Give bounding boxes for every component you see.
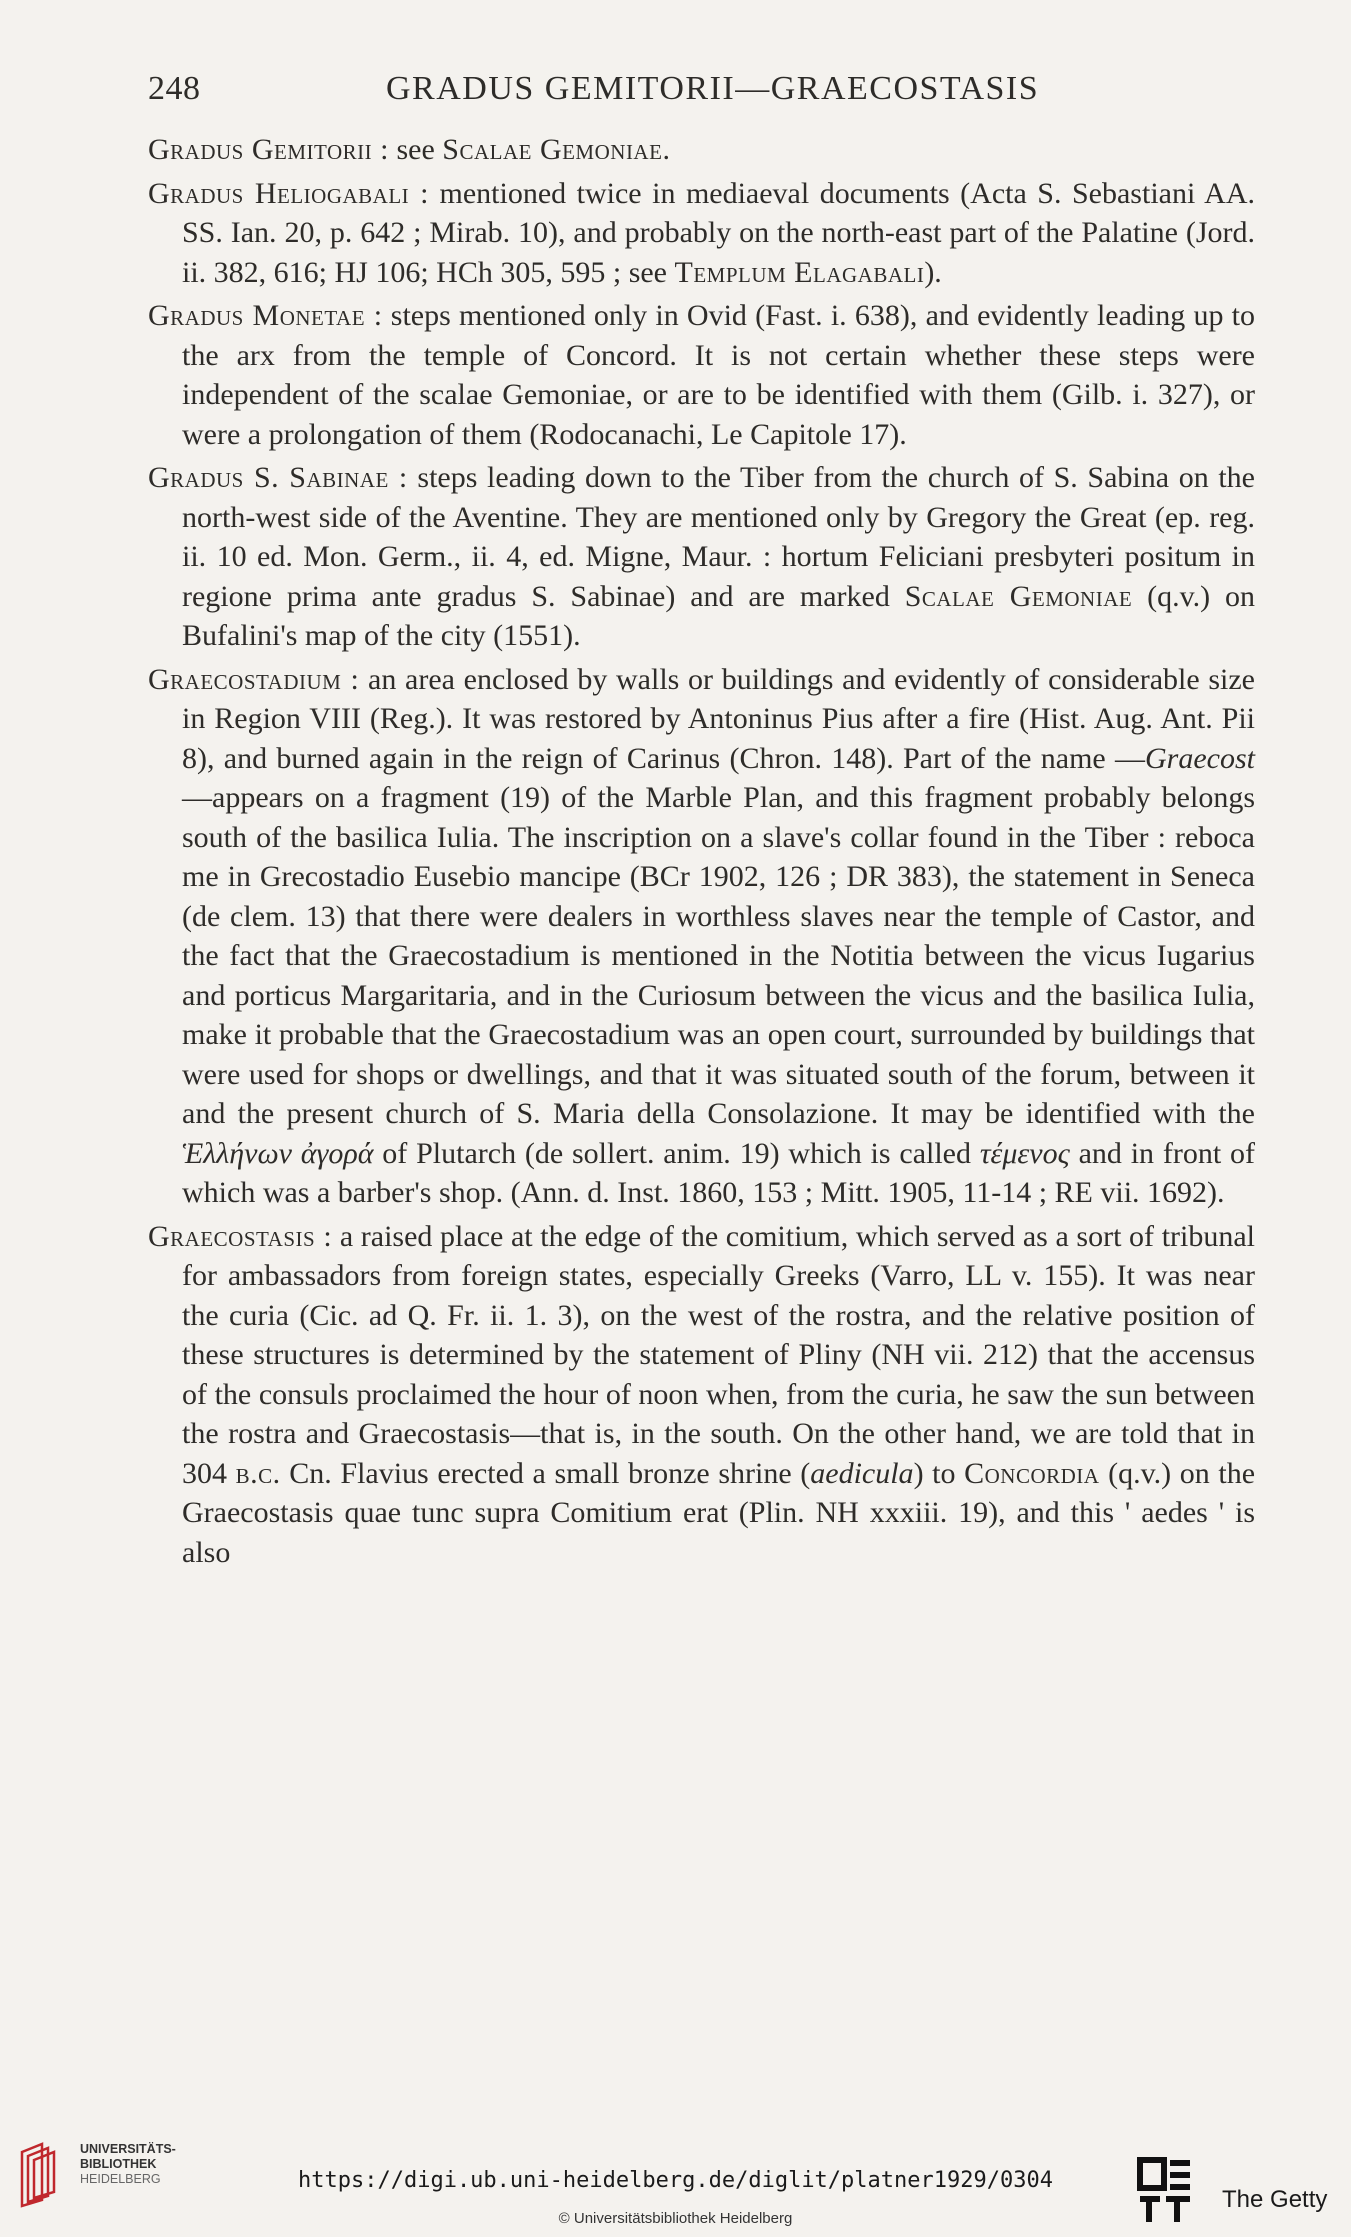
library-name: UNIVERSITÄTS- BIBLIOTHEK HEIDELBERG xyxy=(80,2142,176,2186)
entry-text: ) to xyxy=(913,1456,965,1490)
entry-headword: Gradus Monetae : xyxy=(148,299,383,332)
cross-reference: Scalae Gemoniae xyxy=(442,133,663,166)
cross-reference: Templum Elagabali xyxy=(674,255,925,289)
entry-headword: Gradus S. Sabinae : xyxy=(148,461,408,494)
entry-text: and in front of which was a barber's shop. (Ann. d. Inst. 1860, 153 ; Mitt. 1905, 11-14 ; RE vii. 1692). xyxy=(182,1136,1255,1209)
italic-term: τέμενος xyxy=(979,1136,1070,1170)
running-title: GRADUS GEMITORII—GRAECOSTASIS xyxy=(386,70,1040,107)
footer-bar xyxy=(0,2120,1351,2237)
entry-text: see xyxy=(388,133,443,166)
copyright-notice: © Universitätsbibliothek Heidelberg xyxy=(558,2210,793,2227)
entry xyxy=(148,1217,1255,1573)
entry-text: ). xyxy=(924,255,942,289)
italic-term: aedicula xyxy=(810,1456,914,1490)
entry-headword: Gradus Gemitorii : xyxy=(148,133,389,166)
entry-headword: Graecostasis : xyxy=(148,1219,333,1253)
entry-text: of Plutarch (de sollert. anim. 19) which is called xyxy=(373,1136,980,1170)
entry-text: an area enclosed by walls or buildings and evidently of considerable size in Region VIII (Reg.). It was restored by Antoninus Pius after a fire (Hist. Aug. Ant. Pii 8), and burned again in the reign of Carinus (Chron. 148). Part of the name — xyxy=(182,662,1255,775)
entry-text: (q.v.) on Bufalini's map of the city (1551). xyxy=(182,579,1255,652)
getty-name: The Getty xyxy=(1222,2186,1328,2213)
cross-reference: Scalae Gemoniae xyxy=(904,579,1133,613)
entry-text: . xyxy=(662,133,670,166)
entry xyxy=(148,458,1255,656)
entry-headword: Gradus Heliogabali : xyxy=(148,176,429,210)
entry-text: —appears on a fragment (19) of the Marble Plan, and this fragment probably belongs south of the basilica Iulia. The inscription on a slave's collar found in the Tiber : reboca me in Grecostadio Eusebio mancipe (BCr 1902, 126 ; DR 383), the statement in Seneca (de clem. 13) that there were dealers in worthless slaves near the temple of Castor, and the fact that the Graecostadium is mentioned in the Notitia between the vicus Iugarius and porticus Margaritaria, and in the Curiosum between the vicus and the basilica Iulia, make it probable that the Graecostadium was an open court, surrounded by buildings that were used for shops or dwellings, and that it was situated south of the forum, between it and the present church of S. Maria della Consolazione. It may be identified with the xyxy=(182,781,1255,1130)
getty-logo-icon xyxy=(1136,2156,1196,2226)
cross-reference: b.c. xyxy=(235,1456,281,1490)
dictionary-entries xyxy=(148,130,1255,1576)
page-number: 248 xyxy=(148,70,201,107)
entry-text: Cn. Flavius erected a small bronze shrine ( xyxy=(280,1456,811,1490)
entry-headword: Graecostadium : xyxy=(148,662,360,696)
entry xyxy=(148,660,1255,1213)
running-header xyxy=(148,70,1255,120)
entry xyxy=(148,130,1255,170)
entry xyxy=(148,296,1255,454)
source-url-link[interactable]: https://digi.ub.uni-heidelberg.de/diglit/platner1929/0304 xyxy=(298,2168,1053,2193)
entry-text: steps mentioned only in Ovid (Fast. i. 638), and evidently leading up to the arx from the temple of Concord. It is not certain whether these steps were independent of the scalae Gemoniae, or are to be identified with them (Gilb. i. 327), or were a prolongation of them (Rodocanachi, Le Capitole 17). xyxy=(182,299,1256,451)
italic-term: Graecost xyxy=(1145,741,1255,775)
entry-text: mentioned twice in mediaeval documents (Acta S. Sebastiani AA. SS. Ian. 20, p. 642 ; Mirab. 10), and probably on the north-east part of the Palatine (Jord. ii. 382, 616; HJ 106; HCh 305, 595 ; see xyxy=(182,176,1255,289)
italic-term: Ἑλλήνων ἀγορά xyxy=(182,1136,374,1170)
entry-text: (q.v.) on the Graecostasis quae tunc supra Comitium erat (Plin. NH xxxiii. 19), and this ' aedes ' is also xyxy=(182,1456,1256,1569)
cross-reference: Concordia xyxy=(964,1456,1100,1490)
entry-text: a raised place at the edge of the comitium, which served as a sort of tribunal for ambassadors from foreign states, especially Greeks (Varro, LL v. 155). It was near the curia (Cic. ad Q. Fr. ii. 1. 3), on the west of the rostra, and the relative position of these structures is determined by the statement of Pliny (NH vii. 212) that the accensus of the consuls proclaimed the hour of noon when, from the curia, he saw the sun between the rostra and Graecostasis—that is, in the south. On the other hand, we are told that in 304 xyxy=(182,1219,1256,1490)
entry-text: steps leading down to the Tiber from the church of S. Sabina on the north-west side of the Aventine. They are mentioned only by Gregory the Great (ep. reg. ii. 10 ed. Mon. Germ., ii. 4, ed. Migne, Maur. : hortum Feliciani presbyteri positum in regione prima ante gradus S. Sabinae) and are marked xyxy=(182,461,1255,613)
entry xyxy=(148,174,1255,293)
